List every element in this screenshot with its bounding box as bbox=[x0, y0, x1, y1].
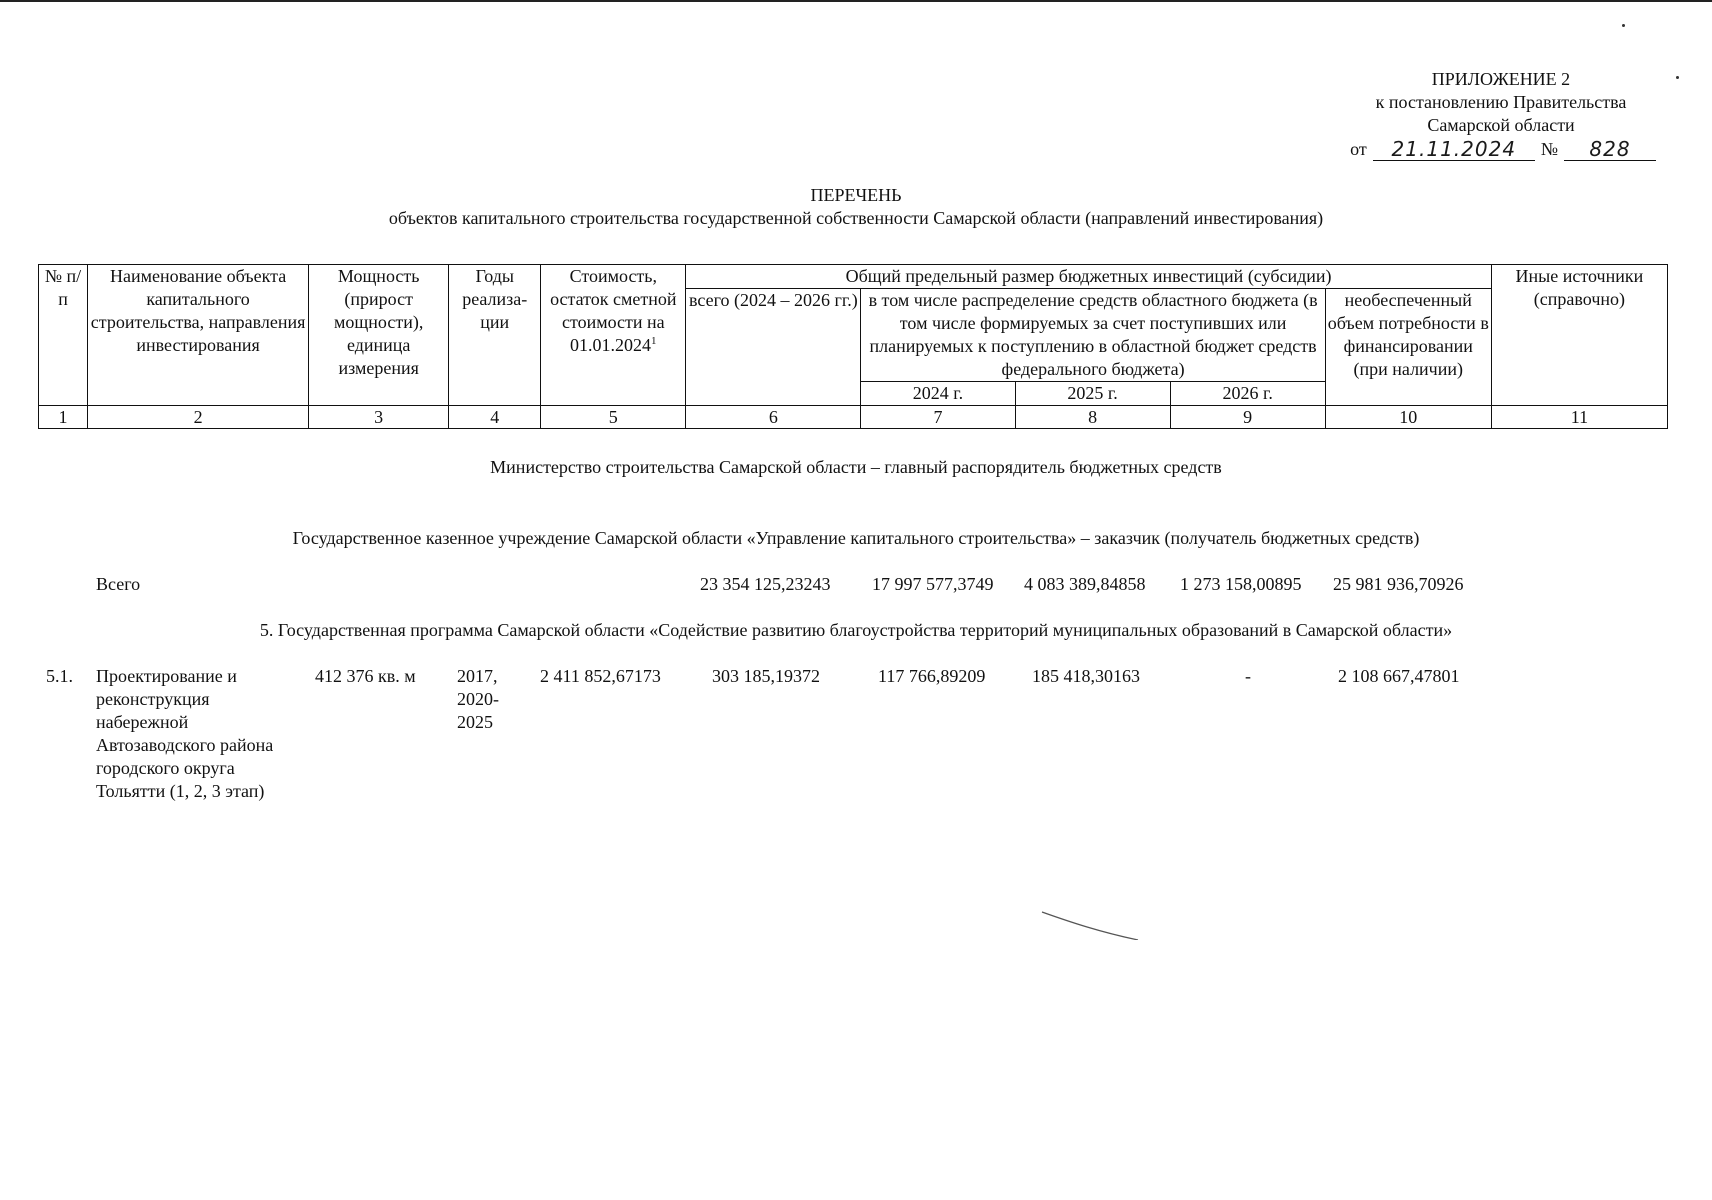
document-subtitle: объектов капитального строительства государственной собственности Самарской области (направлений инвестирования) bbox=[388, 208, 1324, 228]
item-name: Проектирование и реконструкция набережной Автозаводского района городского округа Тольятти (1, 2, 3 этап) bbox=[96, 666, 274, 801]
total-value: 25 981 936,70926 bbox=[1333, 574, 1464, 594]
annex-line-2: к постановлению Правительства bbox=[1375, 92, 1627, 112]
header-capacity: Мощность (прирост мощности), единица измерения bbox=[309, 265, 449, 406]
header-total-2024-2026: всего (2024 – 2026 гг.) bbox=[686, 289, 861, 406]
annex-title: ПРИЛОЖЕНИЕ 2 bbox=[1431, 69, 1571, 89]
item-2026: - bbox=[1245, 666, 1251, 686]
agency-heading: Государственное казенное учреждение Самарской области «Управление капитального строительства» – заказчик (получатель бюджетных средств) bbox=[292, 528, 1420, 548]
ministry-heading: Министерство строительства Самарской области – главный распорядитель бюджетных средств bbox=[490, 457, 1222, 477]
item-other-sources: 2 108 667,47801 bbox=[1338, 666, 1460, 686]
item-2025: 185 418,30163 bbox=[1032, 666, 1140, 686]
column-number: 9 bbox=[1170, 406, 1325, 429]
header-cost-footnote: 1 bbox=[651, 335, 657, 347]
header-year-2024: 2024 г. bbox=[861, 382, 1015, 406]
scan-speck bbox=[1622, 24, 1625, 27]
header-cost-text: Стоимость, остаток сметной стоимости на 01.01.2024 bbox=[550, 266, 677, 355]
column-number: 4 bbox=[449, 406, 541, 429]
column-number: 3 bbox=[309, 406, 449, 429]
handwritten-number: 828 bbox=[1564, 138, 1656, 161]
header-regional-distribution: в том числе распределение средств областного бюджета (в том числе формируемых за счет поступивших или планируемых к поступлению в областной бюджет средств федерального бюджета) bbox=[861, 289, 1325, 382]
total-value: 4 083 389,84858 bbox=[1024, 574, 1146, 594]
item-2024: 117 766,89209 bbox=[878, 666, 986, 686]
header-unfunded: необеспеченный объем потребности в финансировании (при наличии) bbox=[1325, 289, 1491, 406]
column-number: 1 bbox=[39, 406, 88, 429]
header-no: № п/п bbox=[39, 265, 88, 406]
program-heading: 5. Государственная программа Самарской области «Содействие развитию благоустройства территорий муниципальных образований в Самарской области» bbox=[259, 620, 1453, 640]
handwritten-date: 21.11.2024 bbox=[1373, 138, 1535, 161]
scan-mark bbox=[1040, 910, 1140, 940]
date-prefix: от bbox=[1350, 139, 1367, 159]
annex-date-line bbox=[1346, 138, 1656, 161]
header-year-2026: 2026 г. bbox=[1170, 382, 1325, 406]
header-total-limit: Общий предельный размер бюджетных инвестиций (субсидии) bbox=[686, 265, 1491, 289]
item-total: 303 185,19372 bbox=[712, 666, 820, 686]
number-prefix: № bbox=[1540, 139, 1558, 159]
total-value: 17 997 577,3749 bbox=[872, 574, 994, 594]
total-label: Всего bbox=[96, 574, 141, 594]
annex-block bbox=[1346, 68, 1656, 161]
item-cost: 2 411 852,67173 bbox=[540, 666, 661, 686]
investment-table bbox=[38, 264, 1668, 429]
column-number-row bbox=[39, 406, 1668, 429]
item-capacity: 412 376 кв. м bbox=[315, 666, 416, 686]
header-year-2025: 2025 г. bbox=[1015, 382, 1170, 406]
column-number: 6 bbox=[686, 406, 861, 429]
column-number: 10 bbox=[1325, 406, 1491, 429]
column-number: 8 bbox=[1015, 406, 1170, 429]
scan-speck bbox=[1676, 76, 1679, 79]
total-value: 23 354 125,23243 bbox=[700, 574, 831, 594]
column-number: 2 bbox=[88, 406, 309, 429]
document-title: ПЕРЕЧЕНЬ bbox=[810, 185, 902, 205]
item-years: 2017, 2020-2025 bbox=[457, 666, 499, 732]
header-name: Наименование объекта капитального строительства, направления инвестирования bbox=[88, 265, 309, 406]
total-value: 1 273 158,00895 bbox=[1180, 574, 1302, 594]
column-number: 11 bbox=[1491, 406, 1667, 429]
header-other-sources: Иные источники (справочно) bbox=[1491, 265, 1667, 406]
header-cost bbox=[541, 265, 686, 406]
column-number: 7 bbox=[861, 406, 1015, 429]
column-number: 5 bbox=[541, 406, 686, 429]
annex-line-3: Самарской области bbox=[1427, 115, 1575, 135]
item-no: 5.1. bbox=[46, 666, 73, 686]
scan-edge bbox=[0, 0, 1712, 2]
header-years: Годы реализа-ции bbox=[449, 265, 541, 406]
